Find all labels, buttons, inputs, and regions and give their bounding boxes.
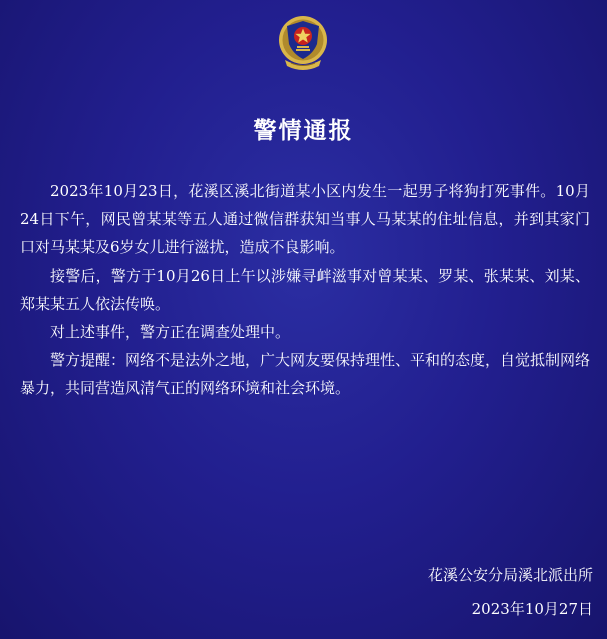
notice-paragraph: 接警后，警方于10月26日上午以涉嫌寻衅滋事对曾某某、罗某、张某某、刘某、郑某某五人依法传唤。 [20,266,590,313]
notice-title: 警情通报 [253,118,354,144]
issuer-name: 花溪公安分局溪北派出所 [427,566,593,584]
notice-signature [428,558,593,626]
issue-date: 2023年10月27日 [471,600,593,618]
police-emblem-icon [273,12,333,74]
notice-paragraph: 警方提醒：网络不是法外之地，广大网友要保持理性、平和的态度，自觉抵制网络暴力，共同营造风清气正的网络环境和社会环境。 [20,351,591,398]
notice-paragraph: 对上述事件，警方正在调查处理中。 [50,323,291,342]
notice-paragraph: 2023年10月23日，花溪区溪北街道某小区内发生一起男子将狗打死事件。10月24日下午，网民曾某某等五人通过微信群获知当事人马某某的住址信息，并到其家门口对马某某及6岁女儿进行滋扰，造成不良影响。 [20,182,590,257]
notice-body [20,177,590,403]
